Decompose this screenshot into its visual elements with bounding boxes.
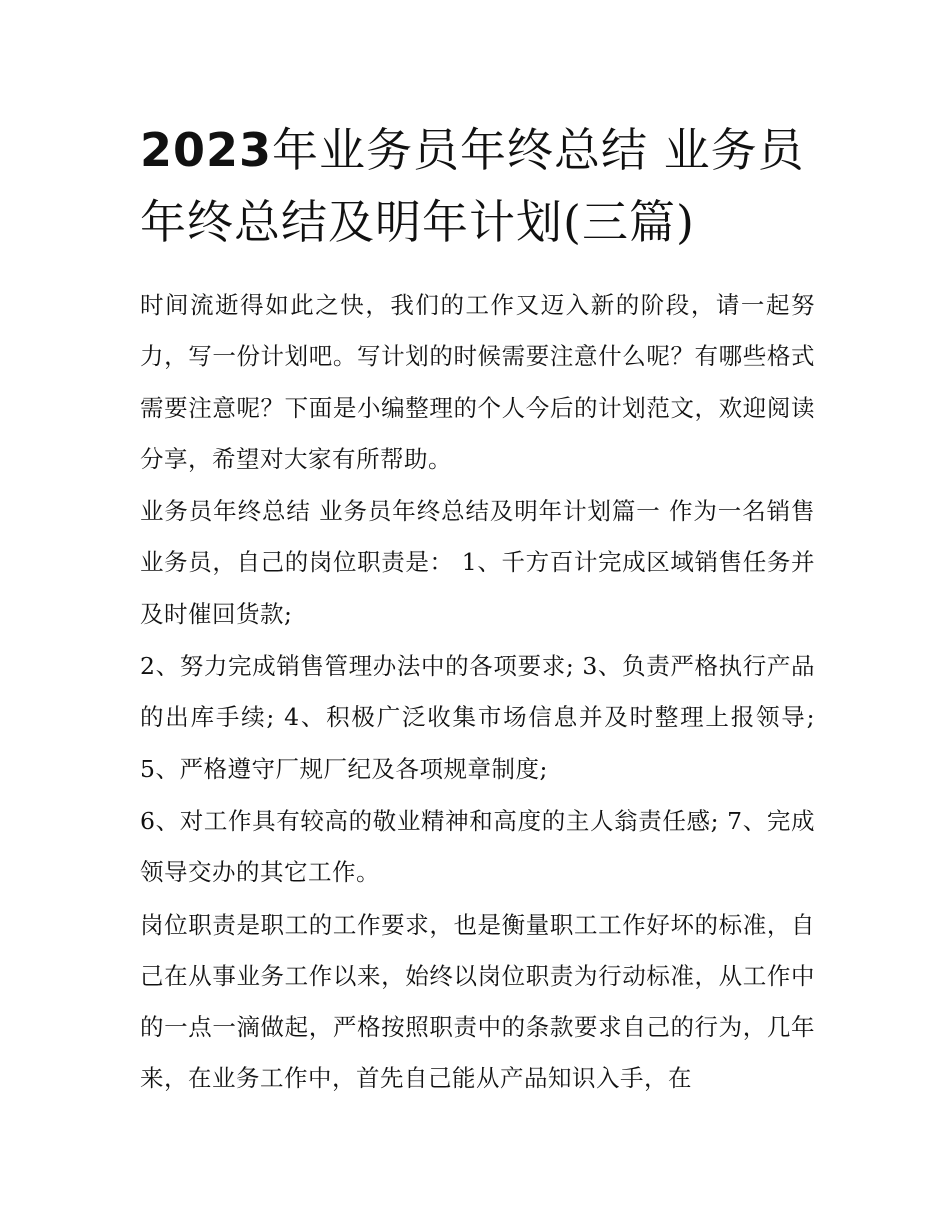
paragraph-duties-6-7: 6、对工作具有较高的敬业精神和高度的主人翁责任感; 7、完成领导交办的其它工作。 [140, 806, 815, 887]
paragraph-duties-intro: 业务员年终总结 业务员年终总结及明年计划篇一 作为一名销售业务员，自己的岗位职责是： 1、千方百计完成区域销售任务并及时催回货款; [140, 497, 815, 628]
document-body [140, 280, 815, 1106]
paragraph-duties-2-5: 2、努力完成销售管理办法中的各项要求; 3、负责严格执行产品的出库手续; 4、积极广泛收集市场信息并及时整理上报领导; 5、严格遵守厂规厂纪及各项规章制度; [140, 652, 815, 783]
paragraph-responsibility: 岗位职责是职工的工作要求，也是衡量职工工作好坏的标准，自己在从事业务工作以来，始终以岗位职责为行动标准，从工作中的一点一滴做起，严格按照职责中的条款要求自己的行为，几年来，在业务工作中，首先自己能从产品知识入手，在 [140, 910, 815, 1093]
document-title [140, 114, 820, 258]
paragraph-intro: 时间流逝得如此之快，我们的工作又迈入新的阶段，请一起努力，写一份计划吧。写计划的时候需要注意什么呢？有哪些格式需要注意呢？下面是小编整理的个人今后的计划范文，欢迎阅读分享，希望对大家有所帮助。 [140, 291, 815, 473]
title-text: 年业务员年终总结 业务员年终总结及明年计划(三篇) [140, 123, 805, 249]
title-year: 2023 [140, 123, 273, 177]
